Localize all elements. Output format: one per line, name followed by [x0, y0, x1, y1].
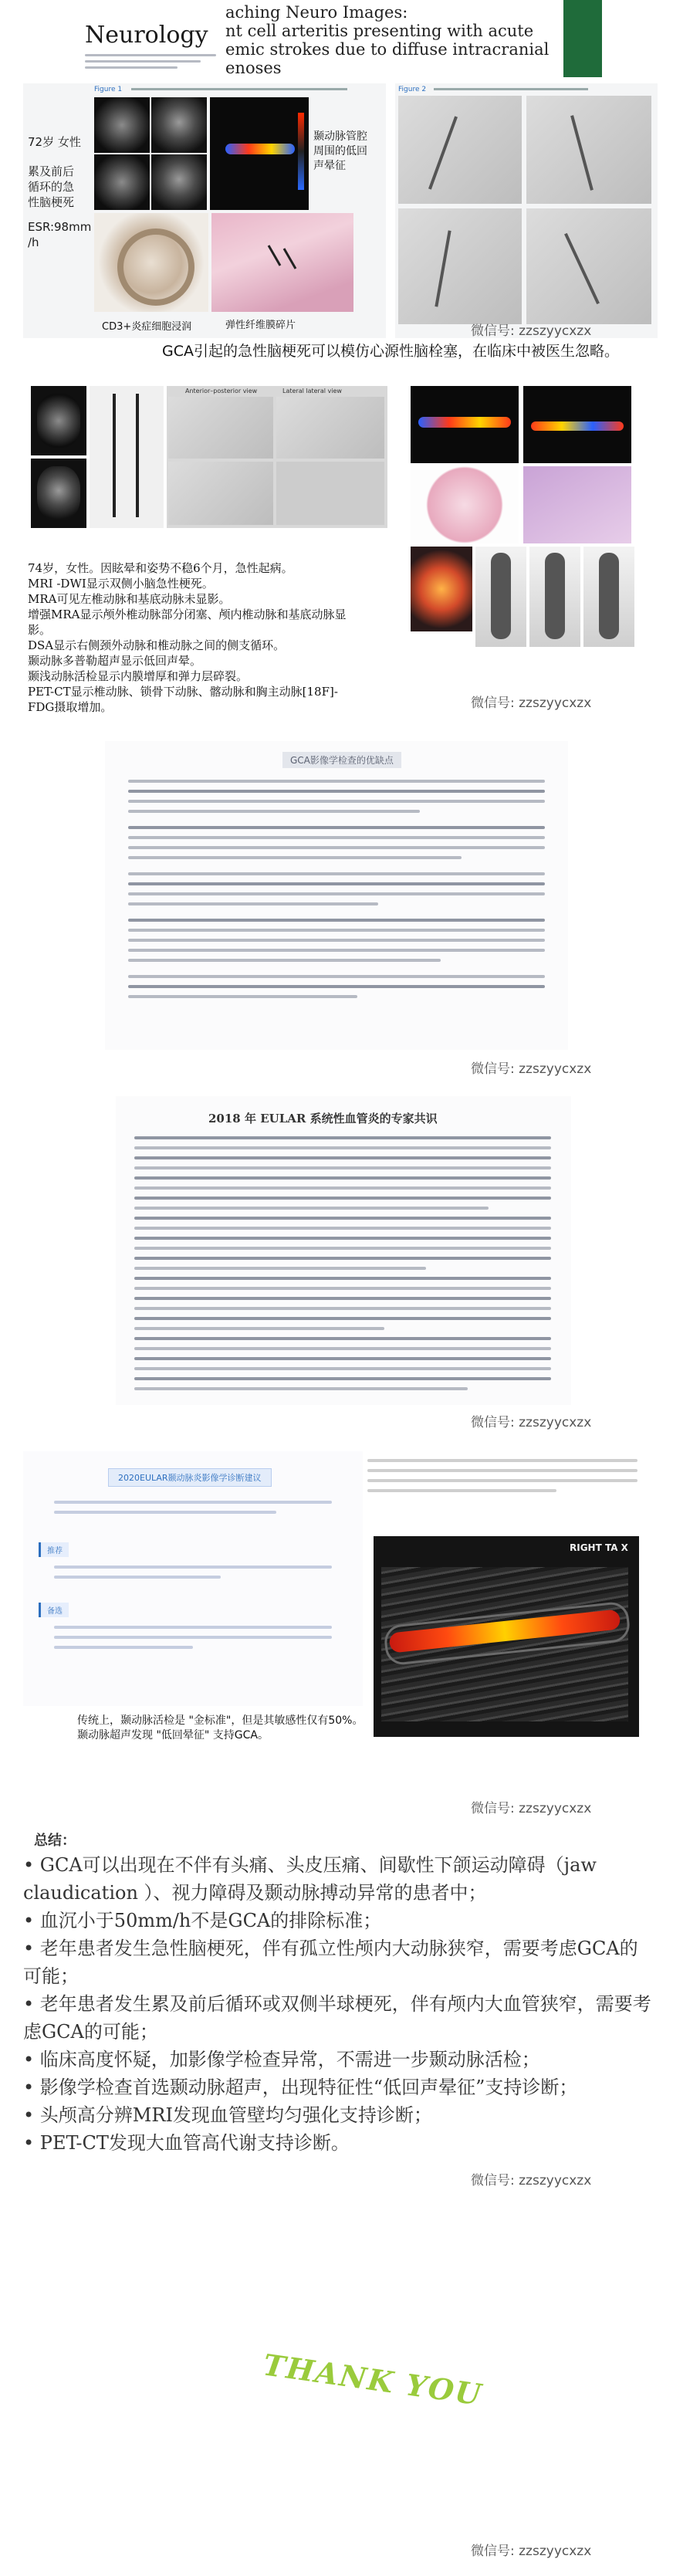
doppler-image: [210, 97, 309, 210]
journal-logo: Neurology: [85, 22, 208, 49]
pathology-image-elastic: [211, 213, 353, 312]
panel-label: Lateral lateral view: [282, 388, 342, 394]
finding-line: 累及前后: [28, 164, 75, 178]
mri-image: [37, 466, 80, 520]
thanks-section: [0, 2208, 673, 2571]
pathology-image-cd3: [94, 213, 208, 312]
angiography-image: [168, 397, 273, 459]
case-line: PET-CT显示椎动脉、锁骨下动脉、髂动脉和胸主动脉[18F]-: [28, 685, 338, 699]
summary-item: • 影像学检查首选颞动脉超声，出现特征性“低回声晕征”支持诊断；: [23, 2077, 578, 2098]
case-line: 74岁，女性。因眩晕和姿势不稳6个月，急性起病。: [28, 561, 293, 575]
doc-body: [54, 1566, 332, 1586]
body-silhouette: [545, 553, 565, 639]
dwi-image: [31, 386, 86, 455]
case-line: 颞动脉多普勒超声显示低回声晕。: [28, 654, 202, 668]
cd3-annotation: CD3+炎症细胞浸润: [102, 321, 192, 333]
esr-value: ESR:98mm /h: [28, 220, 92, 249]
pet-ct-image: [529, 547, 580, 647]
pet-ct-image: [475, 547, 526, 647]
angiography-image: [168, 462, 273, 525]
section-3: [0, 741, 673, 1081]
pet-tiles: [276, 462, 384, 525]
mri-image: [37, 394, 80, 448]
finding-line: 循环的急: [28, 180, 75, 194]
journal-fine-print: [85, 54, 216, 76]
dwi-image: [31, 459, 86, 528]
finding-line: 性脑梗死: [28, 195, 75, 209]
caption-line: 颞动脉超声发现 "低回晕征" 支持GCA。: [77, 1729, 269, 1742]
figure-2: [395, 83, 658, 338]
angiography-image: [398, 96, 522, 204]
vessel-tree: [113, 394, 116, 517]
paper-title-line: nt cell arteritis presenting with acute: [225, 22, 534, 40]
paper-title-line: aching Neuro Images:: [225, 3, 408, 22]
case-line: MRA可见左椎动脉和基底动脉未显影。: [28, 592, 231, 606]
dsa-panel: [167, 386, 387, 528]
imaging-comparison-doc: [105, 741, 568, 1050]
eular-consensus-doc: [116, 1096, 571, 1405]
eular-title: 2018 年 EULAR 系统性血管炎的专家共识: [208, 1112, 438, 1126]
color-scale-bar: [298, 113, 304, 190]
summary-item-text: GCA可以出现在不伴有头痛、头皮压痛、间歇性下颌运动障碍（jaw claudication ）、视力障碍及颞动脉搏动异常的患者中；: [23, 1854, 597, 1904]
doppler-color-flow: [418, 417, 511, 428]
summary-item-text: 头颅高分辨MRI发现血管壁均匀强化支持诊断；: [39, 2104, 432, 2126]
watermark: 微信号: zzszyycxzx: [471, 1801, 592, 1816]
vessel-annotation-line: 颞动脉管腔: [313, 130, 367, 143]
panel-label: Anterior–posterior view: [185, 388, 258, 394]
thank-you-text: THANK YOU: [261, 2347, 485, 2412]
watermark: 微信号: zzszyycxzx: [471, 1061, 592, 1077]
summary-item-text: 影像学检查首选颞动脉超声，出现特征性“低回声晕征”支持诊断；: [39, 2077, 578, 2098]
vessel-tree: [136, 394, 139, 517]
summary-item: • PET-CT发现大血管高代谢支持诊断。: [23, 2132, 350, 2154]
case-line: 颞浅动脉活检显示内膜增厚和弹力层碎裂。: [28, 669, 249, 683]
figure-1: [23, 83, 386, 338]
case-description: [28, 560, 414, 715]
summary-item-text: 血沉小于50mm/h不是GCA的排除标准；: [39, 1910, 382, 1931]
pet-ct-image: [583, 547, 634, 647]
summary-item: • 血沉小于50mm/h不是GCA的排除标准；: [23, 1910, 382, 1931]
body-silhouette: [491, 553, 511, 639]
pathology-image: [411, 466, 519, 543]
mri-image: [94, 97, 150, 153]
section-1-caption: GCA引起的急性脑梗死可以模仿心源性脑栓塞，在临床中被医生忽略。: [162, 343, 619, 360]
section-5: [0, 1451, 673, 1822]
caption-line: 传统上，颞动脉活检是 "金标准"，但是其敏感性仅有50%。: [77, 1715, 364, 1727]
eular-2020-banner: 2020EULAR颞动脉炎影像学诊断建议: [108, 1468, 272, 1487]
summary-item-text: 临床高度怀疑，加影像学检查异常，不需进一步颞动脉活检；: [39, 2049, 540, 2070]
watermark: 微信号: zzszyycxzx: [471, 2173, 592, 2188]
paper-title-line: enoses: [225, 59, 282, 77]
summary-item: • 老年患者发生累及前后循环或双侧半球梗死，伴有颅内大血管狭窄，需要考虑GCA的可能；: [23, 1993, 651, 2043]
section-2: [0, 378, 673, 733]
watermark: 微信号: zzszyycxzx: [471, 1415, 592, 1430]
elastic-annotation: 弹性纤维膜碎片: [225, 320, 296, 331]
mri-image: [94, 154, 150, 210]
vessel-annotation-line: 周围的低回: [313, 145, 367, 157]
watermark: 微信号: zzszyycxzx: [471, 696, 592, 711]
summary-item-text: PET-CT发现大血管高代谢支持诊断。: [39, 2132, 350, 2154]
angiography-image: [398, 208, 522, 324]
patient-info: [28, 134, 90, 250]
temporal-artery-ultrasound: [374, 1536, 639, 1737]
summary-item-text: 老年患者发生累及前后循环或双侧半球梗死，伴有颅内大血管狭窄，需要考虑GCA的可能；: [23, 1993, 651, 2043]
ultrasound-label: RIGHT TA X: [570, 1542, 628, 1553]
case-line: 影。: [28, 623, 52, 637]
pathology-ring: [117, 228, 194, 306]
case-line: DSA显示右侧颈外动脉和椎动脉之间的侧支循环。: [28, 638, 286, 652]
doc-body: [128, 780, 545, 1005]
doppler-color-flow: [225, 144, 295, 154]
figure-1-caption: [131, 88, 347, 90]
watermark: 微信号: zzszyycxzx: [471, 2544, 592, 2559]
summary-item: • GCA可以出现在不伴有头痛、头皮压痛、间歇性下颌运动障碍（jaw claudication ）、视力障碍及颞动脉搏动异常的患者中；: [23, 1854, 597, 1904]
doc-body: [54, 1626, 332, 1656]
eular-2020-side-text: [367, 1459, 637, 1499]
arrow-marker: [283, 248, 297, 269]
vessel-annotation: [313, 130, 383, 174]
doc-body: [134, 1136, 551, 1397]
pet-ct-image: [411, 547, 472, 631]
summary-title: 总结：: [34, 1833, 76, 1849]
figure-1-label: Figure 1: [94, 86, 123, 93]
section-4: [0, 1096, 673, 1436]
mra-image: [90, 386, 164, 528]
tag-alternative: 备选: [39, 1603, 69, 1617]
angiography-image: [276, 397, 384, 459]
figure-2-caption: [434, 88, 588, 90]
section-5-caption: [77, 1714, 386, 1743]
summary-item: • 老年患者发生急性脑梗死，伴有孤立性颅内大动脉狭窄，需要考虑GCA的可能；: [23, 1938, 638, 1987]
mri-image: [151, 97, 207, 153]
arrow-marker: [268, 245, 282, 266]
doppler-image: [523, 386, 631, 463]
patient-age-sex: 72岁 女性: [28, 135, 81, 149]
doc-body: [54, 1501, 332, 1521]
figure-2-label: Figure 2: [398, 86, 427, 93]
mri-image: [151, 154, 207, 210]
watermark: 微信号: zzszyycxzx: [471, 323, 592, 339]
summary-item-text: 老年患者发生急性脑梗死，伴有孤立性颅内大动脉狭窄，需要考虑GCA的可能；: [23, 1938, 638, 1987]
angiography-image: [526, 208, 651, 324]
case-line: MRI -DWI显示双侧小脑急性梗死。: [28, 577, 214, 591]
pathology-image: [523, 466, 631, 543]
doc-header: GCA影像学检查的优缺点: [282, 752, 401, 768]
eular-2020-doc: [23, 1451, 363, 1706]
journal-header: [23, 0, 571, 83]
body-silhouette: [599, 553, 619, 639]
paper-title-line: emic strokes due to diffuse intracranial: [225, 40, 550, 59]
tag-recommend: 推荐: [39, 1542, 69, 1557]
case-line: FDG摄取增加。: [28, 700, 113, 714]
journal-green-band: [563, 0, 602, 77]
section-1: [0, 0, 673, 371]
summary-item: • 临床高度怀疑，加影像学检查异常，不需进一步颞动脉活检；: [23, 2049, 540, 2070]
vessel-annotation-line: 声晕征: [313, 160, 346, 172]
paper-title: [225, 3, 565, 77]
summary-item: • 头颅高分辨MRI发现血管壁均匀强化支持诊断；: [23, 2104, 432, 2126]
case-line: 增强MRA显示颅外椎动脉部分闭塞、颅内椎动脉和基底动脉显: [28, 608, 347, 621]
doppler-color-flow: [531, 421, 624, 431]
summary-section: [0, 1830, 673, 2192]
summary-list: [23, 1851, 656, 2157]
doppler-image: [411, 386, 519, 463]
